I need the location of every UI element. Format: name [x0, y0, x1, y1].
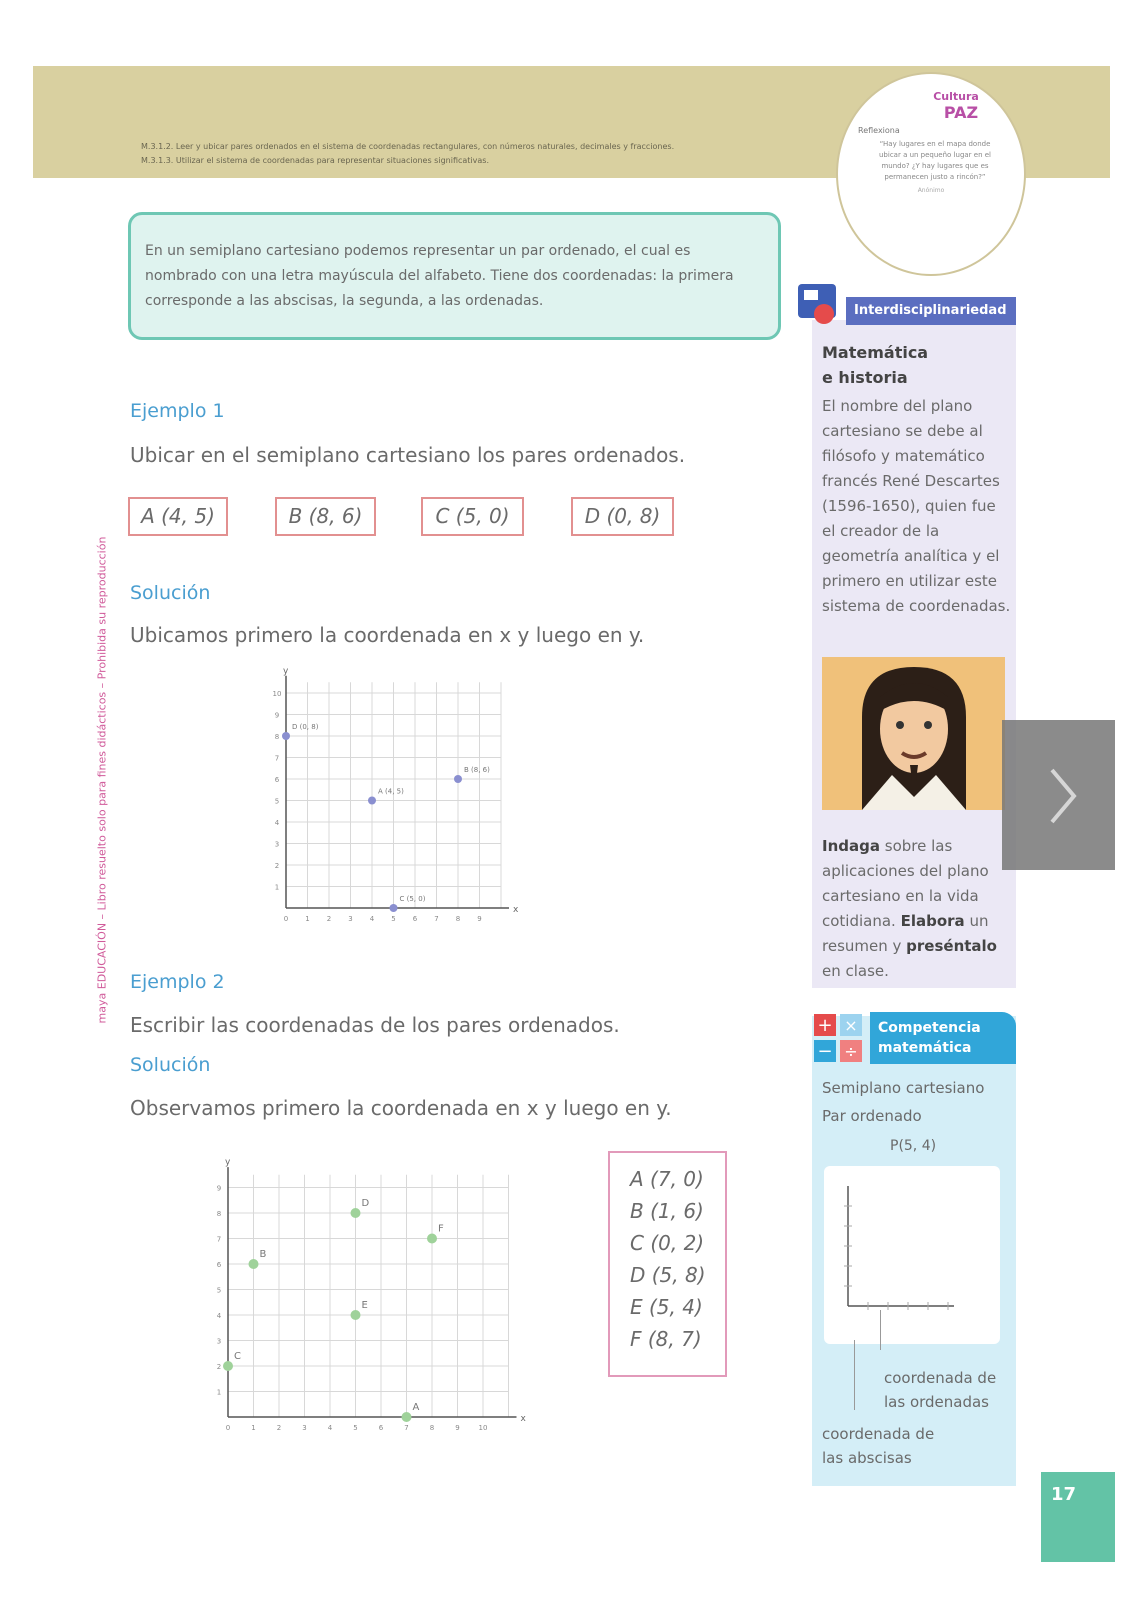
- y-tick-label: 2: [274, 862, 280, 870]
- y-axis-label: y: [225, 1157, 231, 1168]
- data-point: [351, 1208, 361, 1218]
- interdisciplinary-header: Interdisciplinariedad: [846, 297, 1016, 325]
- competence-header: Competencia matemática: [870, 1012, 1016, 1064]
- inquiry-text: [822, 834, 1012, 984]
- y-tick-label: 9: [274, 711, 280, 720]
- answer-b: B (1, 6): [630, 1199, 704, 1223]
- mini-plane: [824, 1166, 1000, 1344]
- point-box-d: D (0, 8): [571, 497, 674, 536]
- data-point-label: B: [259, 1249, 267, 1260]
- data-point: [427, 1234, 437, 1244]
- x-tick-label: 1: [251, 1424, 256, 1432]
- x-tick-label: 0: [283, 915, 289, 923]
- x-tick-label: 7: [434, 915, 439, 923]
- vertical-note-text: maya EDUCACIÓN – Libro resuelto solo para fines didácticos – Prohibida su reproducción: [95, 536, 109, 1024]
- x-tick-label: 5: [391, 915, 396, 923]
- x-tick-label: 6: [378, 1424, 384, 1432]
- y-tick-label: 8: [216, 1210, 222, 1218]
- data-point: [223, 1361, 233, 1371]
- example2-solution-title: Solución: [130, 1054, 211, 1076]
- data-point: [368, 797, 376, 805]
- example1-title: Ejemplo 1: [130, 400, 225, 422]
- inquiry-text-2: un resumen y: [822, 912, 989, 955]
- pointer-line-1: [854, 1340, 855, 1410]
- data-point-label: A (4, 5): [378, 787, 404, 796]
- x-tick-label: 5: [353, 1424, 358, 1432]
- y-tick-label: 6: [216, 1261, 222, 1269]
- culture-badge: [836, 72, 1026, 276]
- term-par-ordenado: Par ordenado: [822, 1107, 922, 1125]
- x-tick-label: 6: [412, 915, 418, 923]
- example2-solution-text: Observamos primero la coordenada en x y luego en y.: [130, 1096, 672, 1120]
- descartes-portrait: [822, 657, 1005, 810]
- data-point: [454, 775, 462, 783]
- x-tick-label: 0: [225, 1424, 231, 1432]
- point-box-b: B (8, 6): [275, 497, 376, 536]
- y-tick-label: 8: [274, 733, 280, 741]
- y-tick-label: 5: [274, 797, 280, 806]
- inquiry-bold-2: Elabora: [900, 912, 965, 930]
- subject-title: Matemática e historia: [822, 343, 929, 387]
- y-tick-label: 1: [274, 883, 280, 892]
- data-point-label: E: [361, 1300, 368, 1311]
- x-tick-label: 10: [478, 1424, 488, 1432]
- x-axis-label: x: [520, 1414, 526, 1424]
- inquiry-text-3: en clase.: [822, 962, 889, 980]
- example1-prompt: Ubicar en el semiplano cartesiano los pares ordenados.: [130, 443, 686, 467]
- label-abscissas: coordenada de las abscisas: [822, 1425, 935, 1467]
- answers-box: [608, 1151, 727, 1377]
- x-tick-label: 2: [326, 915, 332, 923]
- page-number: 17: [1051, 1484, 1077, 1505]
- intro-box: [128, 212, 781, 340]
- page-number-box: [1041, 1472, 1115, 1562]
- y-tick-label: 4: [274, 819, 280, 827]
- y-tick-label: 9: [216, 1184, 222, 1193]
- culture-reflexiona: Reflexiona: [858, 126, 900, 135]
- book-icon: [794, 278, 844, 328]
- y-tick-label: 1: [216, 1388, 222, 1397]
- x-tick-label: 3: [302, 1424, 307, 1432]
- data-point: [402, 1412, 412, 1422]
- pair-example: P(5, 4): [890, 1138, 937, 1154]
- next-page-button[interactable]: [1002, 720, 1115, 870]
- data-point-label: D: [361, 1198, 370, 1209]
- history-text: El nombre del plano cartesiano se debe al filósofo y matemático francés René Descartes (1596-1650), quien fue el creador de la geometría analítica y el primero en utilizar este sistema de coordenadas.: [822, 397, 1011, 615]
- data-point: [282, 732, 290, 740]
- data-point-label: D (0, 8): [292, 723, 319, 731]
- answer-d: D (5, 8): [630, 1263, 706, 1287]
- point-box-a: A (4, 5): [128, 497, 228, 536]
- inquiry-bold-3: preséntalo: [906, 937, 997, 955]
- y-axis-label: y: [283, 666, 289, 677]
- data-point: [351, 1310, 361, 1320]
- data-point-label: B (8, 6): [464, 766, 490, 774]
- svg-text:−: −: [817, 1041, 833, 1062]
- x-tick-label: 1: [305, 915, 310, 923]
- data-point-label: F: [438, 1223, 444, 1235]
- y-tick-label: 4: [216, 1312, 222, 1320]
- label-ordinates: coordenada de las ordenadas: [884, 1369, 997, 1411]
- y-tick-label: 2: [216, 1363, 222, 1371]
- data-point-label: C: [234, 1351, 241, 1362]
- x-axis-label: x: [513, 905, 519, 915]
- vertical-note: [92, 440, 112, 1120]
- pointer-line-2: [880, 1310, 881, 1350]
- example1-solution-title: Solución: [130, 582, 211, 604]
- svg-text:+: +: [817, 1015, 833, 1036]
- data-point-label: A: [412, 1402, 420, 1413]
- culture-title-1: Cultura: [933, 90, 979, 103]
- x-tick-label: 2: [276, 1424, 282, 1432]
- example1-plot: [270, 666, 520, 950]
- answer-c: C (0, 2): [630, 1231, 705, 1255]
- x-tick-label: 9: [477, 915, 482, 923]
- term-semiplano: Semiplano cartesiano: [822, 1079, 985, 1097]
- answer-a: A (7, 0): [630, 1167, 704, 1191]
- x-tick-label: 4: [327, 1424, 333, 1432]
- svg-text:÷: ÷: [844, 1042, 858, 1061]
- data-point: [390, 904, 398, 912]
- point-box-c: C (5, 0): [421, 497, 524, 536]
- chevron-right-icon: [1002, 720, 1115, 870]
- x-tick-label: 9: [455, 1424, 460, 1432]
- answer-e: E (5, 4): [630, 1295, 703, 1319]
- example2-plot: [210, 1155, 526, 1465]
- inquiry-bold-1: Indaga: [822, 837, 880, 855]
- standard-2: M.3.1.3. Utilizar el sistema de coordenadas para representar situaciones significativas.: [141, 156, 489, 165]
- y-tick-label: 10: [272, 690, 282, 698]
- culture-title-2: PAZ: [943, 103, 979, 122]
- data-point-label: C (5, 0): [399, 895, 426, 903]
- answer-f: F (8, 7): [630, 1327, 702, 1351]
- intro-text: En un semiplano cartesiano podemos representar un par ordenado, el cual es nombrado con una letra mayúscula del alfabeto. Tiene dos coordenadas: la primera corresponde a las abscisas, la segunda, a las ordenadas.: [145, 243, 734, 309]
- svg-text:×: ×: [844, 1016, 858, 1035]
- x-tick-label: 4: [369, 915, 375, 923]
- data-point: [249, 1259, 259, 1269]
- culture-quote: “Hay lugares en el mapa donde ubicar a un pequeño lugar en el mundo? ¿Y hay lugares que es permanecen justo a rincón?”: [879, 140, 991, 181]
- example1-solution-text: Ubicamos primero la coordenada en x y luego en y.: [130, 623, 645, 647]
- x-tick-label: 7: [404, 1424, 409, 1432]
- standard-1: M.3.1.2. Leer y ubicar pares ordenados en el sistema de coordenadas rectangulares, con números naturales, decimales y fracciones.: [141, 142, 675, 151]
- x-tick-label: 3: [348, 915, 353, 923]
- x-tick-label: 8: [429, 1424, 435, 1432]
- math-operations-icon: [812, 1012, 868, 1064]
- example2-title: Ejemplo 2: [130, 971, 225, 993]
- y-tick-label: 5: [216, 1286, 222, 1295]
- x-tick-label: 8: [455, 915, 461, 923]
- inquiry-text-1: sobre las aplicaciones del plano cartesiano en la vida cotidiana.: [822, 837, 989, 930]
- y-tick-label: 7: [274, 754, 280, 763]
- y-tick-label: 3: [274, 840, 280, 849]
- example2-prompt: Escribir las coordenadas de los pares ordenados.: [130, 1013, 620, 1037]
- culture-author: Anónimo: [917, 187, 945, 194]
- y-tick-label: 6: [274, 776, 280, 784]
- y-tick-label: 3: [216, 1337, 222, 1346]
- y-tick-label: 7: [216, 1235, 222, 1244]
